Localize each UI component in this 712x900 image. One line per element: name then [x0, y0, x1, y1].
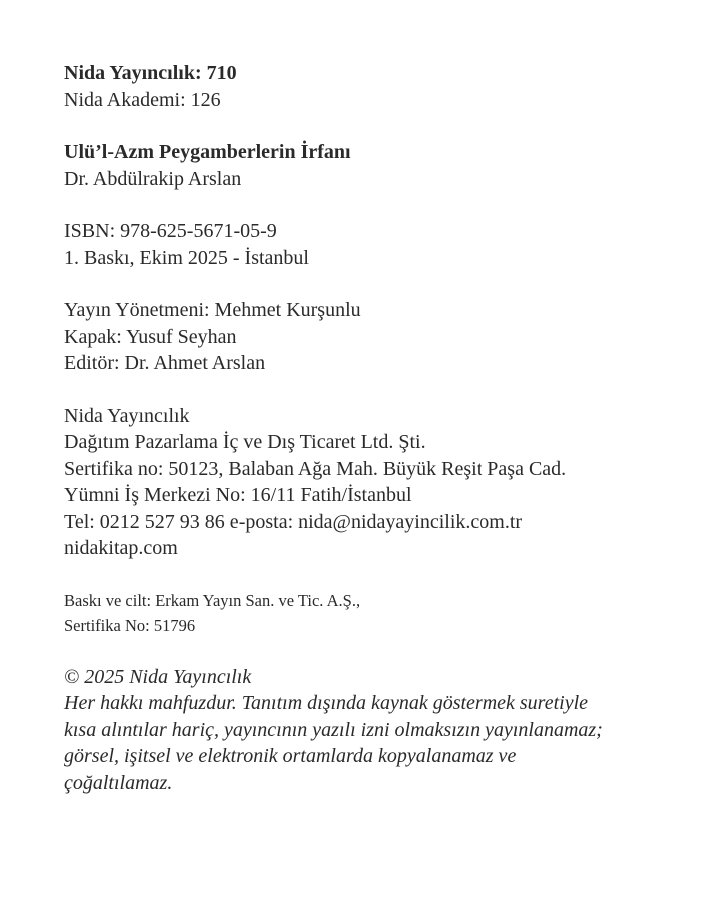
- copyright-block: [64, 664, 684, 797]
- editor: Editör: Dr. Ahmet Arslan: [64, 352, 266, 374]
- isbn: ISBN: 978-625-5671-05-9: [64, 220, 277, 242]
- publisher-address-line1: Sertifika no: 50123, Balaban Ağa Mah. Büyük Reşit Paşa Cad.: [64, 457, 567, 480]
- copyright-text-line: Her hakkı mahfuzdur. Tanıtım dışında kaynak göstermek suretiyle: [64, 692, 589, 714]
- publisher-contact: Tel: 0212 527 93 86 e-posta: nida@nidayayincilik.com.tr: [64, 510, 523, 533]
- publisher-company: Dağıtım Pazarlama İç ve Dış Ticaret Ltd. Şti.: [64, 431, 426, 453]
- book-title: Ulü’l-Azm Peygamberlerin İrfanı: [64, 141, 351, 163]
- publishing-director: Yayın Yönetmeni: Mehmet Kurşunlu: [64, 299, 361, 321]
- copyright-text-line: çoğaltılamaz.: [64, 771, 173, 794]
- series-info-block: [64, 60, 684, 113]
- copyright-text-line: kısa alıntılar hariç, yayıncının yazılı izni olmaksızın yayınlanamaz;: [64, 718, 603, 741]
- copyright-notice: © 2025 Nida Yayıncılık: [64, 665, 252, 688]
- copyright-page: [64, 60, 684, 822]
- printer-info: Baskı ve cilt: Erkam Yayın San. ve Tic. A.Ş.,: [64, 590, 361, 610]
- cover-designer: Kapak: Yusuf Seyhan: [64, 325, 237, 348]
- book-info-block: [64, 139, 684, 192]
- publisher-series-number: Nida Yayıncılık: 710: [64, 62, 237, 84]
- printing-block: [64, 588, 684, 638]
- publication-info-block: [64, 218, 684, 271]
- copyright-text-line: görsel, işitsel ve elektronik ortamlarda kopyalanamaz ve: [64, 745, 517, 767]
- printer-certificate: Sertifika No: 51796: [64, 615, 196, 635]
- credits-block: [64, 297, 684, 377]
- publisher-block: [64, 403, 684, 562]
- publisher-name: Nida Yayıncılık: [64, 404, 190, 427]
- academy-series-number: Nida Akademi: 126: [64, 88, 221, 111]
- publisher-address-line2: Yümni İş Merkezi No: 16/11 Fatih/İstanbul: [64, 484, 412, 506]
- publisher-website: nidakitap.com: [64, 537, 178, 559]
- edition-info: 1. Baskı, Ekim 2025 - İstanbul: [64, 246, 309, 269]
- book-author: Dr. Abdülrakip Arslan: [64, 167, 242, 190]
